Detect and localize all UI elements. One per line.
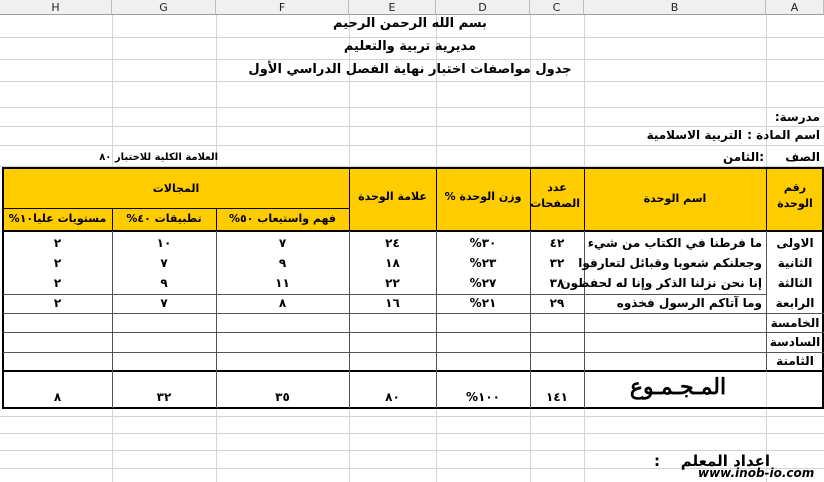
cell-weight: ٣٠% xyxy=(469,236,497,250)
cell-weight: ٢٧% xyxy=(469,276,497,290)
gridline xyxy=(0,416,824,417)
cell-understanding: ١١ xyxy=(275,276,290,290)
cell-unit-no: الثانية xyxy=(777,256,813,270)
cell-understanding: ٨ xyxy=(278,296,287,310)
cell-higher: ٢ xyxy=(53,256,62,270)
cell-pages: ٢٩ xyxy=(549,296,565,310)
cell-understanding: ٩ xyxy=(278,256,287,270)
gridline xyxy=(0,37,824,38)
gridline xyxy=(0,450,824,451)
column-header-f[interactable]: F xyxy=(216,0,349,15)
gridline xyxy=(0,433,824,434)
subject-value: التربية الاسلامية xyxy=(646,128,742,142)
header-weight: وزن الوحدة % xyxy=(444,190,522,203)
header-domains: المجالات xyxy=(152,182,200,195)
row-divider xyxy=(3,332,824,333)
cell-higher: ٢ xyxy=(53,296,62,310)
cell-pages: ٣٢ xyxy=(549,256,565,270)
cell-higher: ٢ xyxy=(53,276,62,290)
cell-mark: ٢٤ xyxy=(385,236,400,250)
cell-unit-name: ما فرطنا في الكتاب من شيء xyxy=(587,236,762,250)
column-header-b[interactable]: B xyxy=(584,0,766,15)
column-header-c[interactable]: C xyxy=(530,0,584,15)
total-mark-sum: ٨٠ xyxy=(385,390,400,404)
cell-application: ٧ xyxy=(160,256,168,270)
cell-application: ١٠ xyxy=(156,236,172,250)
cell-unit-no: الثالثة xyxy=(777,276,813,290)
header-unit-name: اسم الوحدة xyxy=(643,192,707,205)
cell-unit-no: الاولى xyxy=(776,236,814,250)
header-directorate: مديرية تربية والتعليم xyxy=(343,39,477,54)
cell-application: ٧ xyxy=(160,296,168,310)
grade-label: الصف xyxy=(785,150,820,164)
cell-higher: ٢ xyxy=(53,236,62,250)
cell-mark: ١٦ xyxy=(385,296,400,310)
gridline xyxy=(0,59,824,60)
header-application: تطبيقات ٤٠% xyxy=(126,212,202,225)
gridline xyxy=(0,107,824,108)
header-higher: مستويات عليا١٠% xyxy=(8,212,107,225)
cell-understanding: ٧ xyxy=(278,236,287,250)
total-divider xyxy=(3,370,824,372)
header-bottom xyxy=(3,230,824,232)
gridline xyxy=(0,126,824,127)
row-divider xyxy=(3,294,766,295)
row-divider xyxy=(3,313,824,314)
header-unit-no: رقم الوحدة xyxy=(777,181,813,210)
cell-pages: ٤٢ xyxy=(549,236,565,250)
page-title: جدول مواصفات اختبار نهاية الفصل الدراسي الأول xyxy=(248,62,572,77)
total-higher: ٨ xyxy=(53,390,62,404)
total-weight: ١٠٠% xyxy=(465,390,500,404)
cell-application: ٩ xyxy=(160,276,168,290)
cell-unit-no: الخامسة xyxy=(770,316,820,330)
column-header-g[interactable]: G xyxy=(112,0,216,15)
watermark: www.inob-io.com xyxy=(698,466,815,480)
total-label: المـجـمـوع xyxy=(629,374,727,400)
cell-unit-name: وجعلنكم شعوبا وقبائل لتعارفوا xyxy=(578,256,762,270)
row-divider xyxy=(3,352,824,353)
total-pages: ١٤١ xyxy=(546,390,568,404)
total-application: ٣٢ xyxy=(156,390,172,404)
cell-mark: ١٨ xyxy=(385,256,400,270)
header-pages: عدد الصفحات xyxy=(530,181,580,210)
gridline xyxy=(0,81,824,82)
cell-weight: ٢٣% xyxy=(469,256,497,270)
cell-unit-no: الثامنة xyxy=(776,354,814,368)
cell-unit-no: السادسة xyxy=(769,335,821,349)
header-mark: علامة الوحدة xyxy=(358,190,427,203)
cell-unit-name: وما آتاكم الرسول فخذوه xyxy=(616,296,762,310)
teacher-colon: : xyxy=(654,452,660,470)
teacher-label: اعداد المعلم xyxy=(680,452,770,470)
column-header-e[interactable]: E xyxy=(349,0,436,15)
cell-mark: ٢٢ xyxy=(385,276,400,290)
cell-pages: ٣٨ xyxy=(549,276,565,290)
total-mark: العلامة الكلية للاختبار ٨٠ xyxy=(99,152,218,163)
header-basmala: بسم الله الرحمن الرحيم xyxy=(333,16,487,31)
grade-value: :الثامن xyxy=(722,150,764,164)
subject-label: اسم المادة : xyxy=(747,128,820,142)
header-divider xyxy=(3,208,349,209)
cell-unit-no: الرابعة xyxy=(775,296,815,310)
cell-weight: ٢١% xyxy=(469,296,497,310)
gridline xyxy=(0,145,824,146)
header-understanding: فهم واستيعاب ٥٠% xyxy=(228,212,337,225)
column-header-a[interactable]: A xyxy=(766,0,824,15)
cell-unit-name: إنا نحن نزلنا الذكر وإنا له لحفظون xyxy=(560,276,762,290)
school-label: مدرسة: xyxy=(774,110,820,124)
total-understanding: ٣٥ xyxy=(275,390,290,404)
column-header-h[interactable]: H xyxy=(0,0,112,15)
column-header-d[interactable]: D xyxy=(436,0,530,15)
